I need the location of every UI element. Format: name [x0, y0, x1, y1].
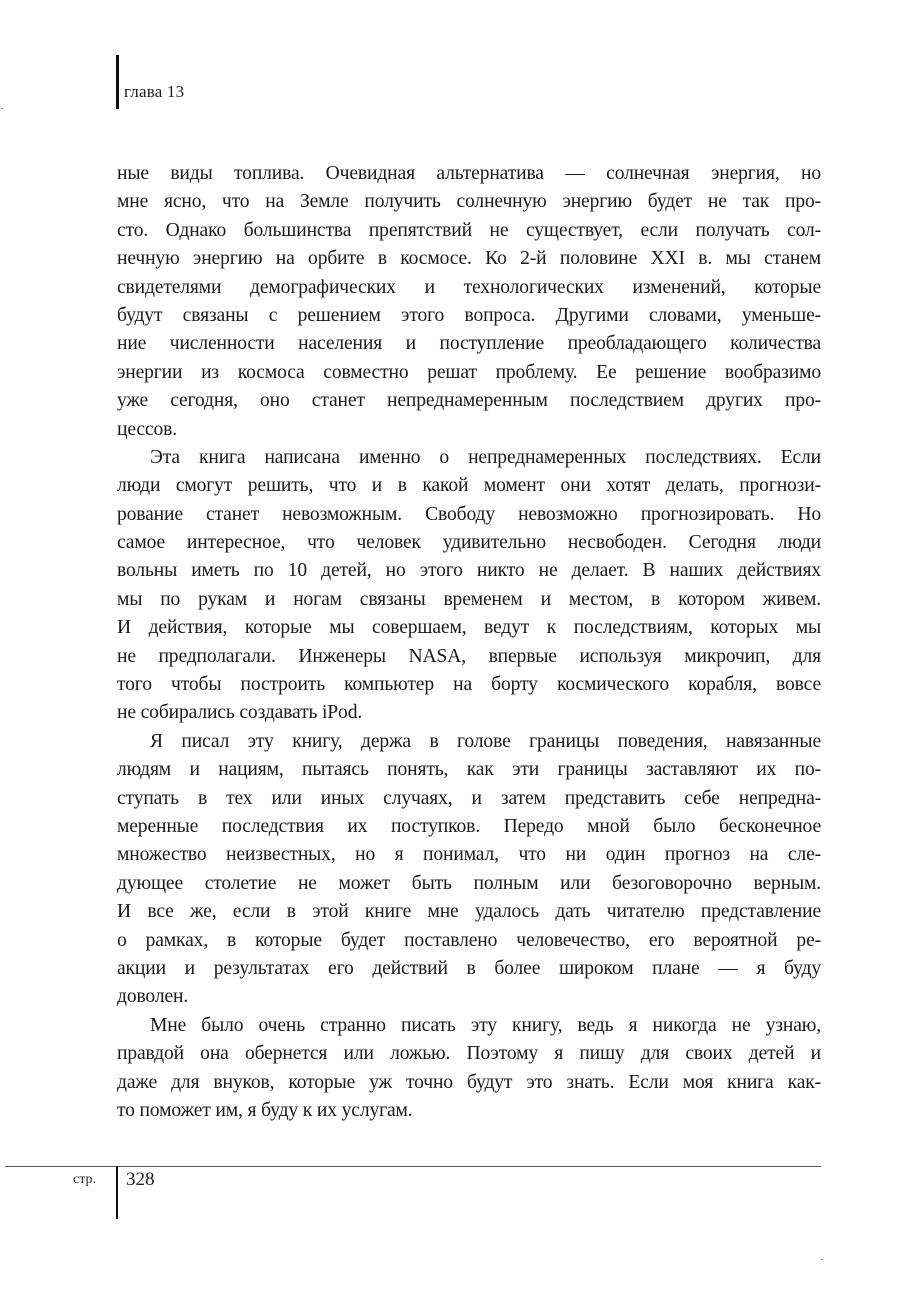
text-line: И действия, которые мы совершаем, ведут к последствиям, которых мы [117, 617, 821, 639]
paragraph [117, 444, 821, 728]
text-line: множество неизвестных, но я понимал, что ни один прогноз на сле- [117, 844, 821, 866]
text-line: меренные последствия их поступков. Передо мной было бесконечное [117, 815, 821, 837]
text-line: ступать в тех или иных случаях, и затем представить себе непредна- [117, 787, 821, 809]
text-line: свидетелями демографических и технологических изменений, которые [117, 276, 821, 298]
footer-divider [116, 1166, 118, 1219]
text-line: ние численности населения и поступление преобладающего количества [117, 333, 821, 355]
text-line: люди смогут решить, что и в какой момент они хотят делать, прогнози- [117, 475, 821, 497]
chapter-label: глава 13 [124, 82, 185, 101]
text-line: не собирались создавать iPod. [117, 702, 363, 724]
text-line: людям и нациям, пытаясь понять, как эти границы заставляют их по- [117, 759, 821, 781]
text-line: даже для внуков, которые уж точно будут это знать. Если моя книга как- [117, 1071, 821, 1093]
text-line: ные виды топлива. Очевидная альтернатива — солнечная энергия, но [117, 163, 821, 184]
text-line: правдой она обернется или ложью. Поэтому я пишу для своих детей и [117, 1043, 821, 1065]
text-line: цессов. [117, 418, 177, 440]
page-number: 328 [126, 1169, 155, 1190]
page-label: стр. [73, 1172, 97, 1187]
text-line: мне ясно, что на Земле получить солнечную энергию будет не так про- [117, 191, 821, 213]
text-line: будут связаны с решением этого вопроса. Другими словами, уменьше- [117, 304, 821, 326]
text-line: сто. Однако большинства препятствий не существует, если получать сол- [117, 219, 821, 241]
page-body [117, 160, 821, 1125]
header-rule [116, 55, 119, 109]
paragraph [117, 1012, 821, 1126]
text-line: нечную энергию на орбите в космосе. Ко 2-й половине XXI в. мы станем [117, 248, 821, 270]
text-line: Эта книга написана именно о непреднамеренных последствиях. Если [150, 446, 821, 468]
footer-rule [5, 1166, 821, 1167]
text-line: И все же, если в этой книге мне удалось дать читателю представление [117, 901, 821, 923]
text-line: мы по рукам и ногам связаны временем и местом, в котором живем. [117, 588, 821, 610]
text-line: вольны иметь по 10 детей, но этого никто не делает. В наших действиях [117, 560, 821, 582]
paragraph [117, 728, 821, 1012]
text-line: самое интересное, что человек удивительно несвободен. Сегодня люди [117, 532, 821, 554]
scan-speck [821, 1259, 823, 1260]
text-line: то поможет им, я буду к их услугам. [117, 1099, 413, 1121]
text-line: Мне было очень странно писать эту книгу, ведь я никогда не узнаю, [150, 1014, 821, 1036]
text-line: дующее столетие не может быть полным или безоговорочно верным. [117, 872, 821, 894]
text-line: доволен. [117, 986, 189, 1008]
text-line: Я писал эту книгу, держа в голове границы поведения, навязанные [150, 730, 821, 752]
text-line: акции и результатах его действий в более широком плане — я буду [117, 957, 821, 979]
text-line: не предполагали. Инженеры NASA, впервые используя микрочип, для [117, 645, 821, 667]
scan-speck [1, 108, 3, 109]
text-line: уже сегодня, оно станет непреднамеренным последствием других про- [117, 390, 821, 412]
text-line: того чтобы построить компьютер на борту космического корабля, вовсе [117, 674, 821, 696]
paragraph [117, 160, 821, 444]
text-line: о рамках, в которые будет поставлено человечество, его вероятной ре- [117, 929, 821, 951]
text-line: энергии из космоса совместно решат проблему. Ее решение вообразимо [117, 361, 821, 383]
text-line: рование станет невозможным. Свободу невозможно прогнозировать. Но [117, 503, 821, 525]
